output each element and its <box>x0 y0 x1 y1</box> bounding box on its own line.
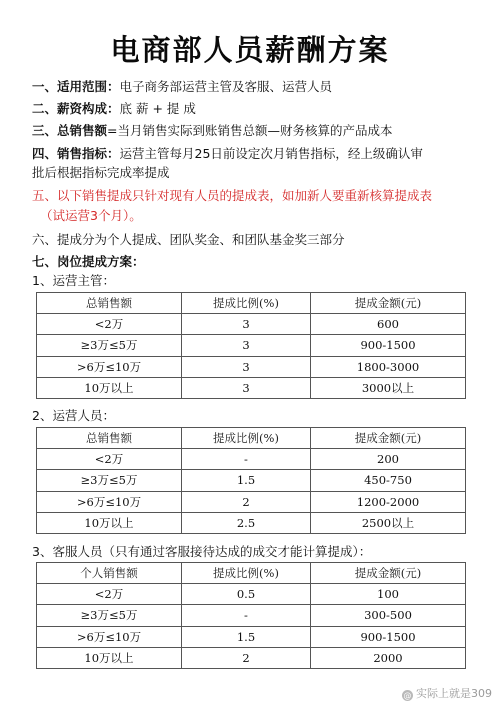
table-cell: >6万≤10万 <box>37 491 182 512</box>
table-cell: 100 <box>311 584 466 605</box>
table-cell: 2 <box>182 647 311 668</box>
table-cell: 300-500 <box>311 605 466 626</box>
section-4-cont: 批后根据指标完成率提成 <box>32 165 170 180</box>
table-cell: 2.5 <box>182 512 311 533</box>
table-cell: 2 <box>182 491 311 512</box>
table-cell: >6万≤10万 <box>37 356 182 377</box>
table-cell: 3 <box>182 314 311 335</box>
table-row <box>37 356 466 377</box>
section-2-label: 二、薪资构成： <box>32 101 120 116</box>
table-header-row <box>37 428 466 449</box>
table-cell: 450-750 <box>311 470 466 491</box>
table-row <box>37 314 466 335</box>
header-cell: 总销售额 <box>37 428 182 449</box>
table-row <box>37 626 466 647</box>
table-customer-service <box>36 562 466 669</box>
table-cell: 2000 <box>311 647 466 668</box>
watermark-text: 实际上就是309 <box>416 687 492 700</box>
table-header-row <box>37 293 466 314</box>
section-1-text: 电子商务部运营主管及客服、运营人员 <box>119 79 333 94</box>
section-3 <box>32 122 393 140</box>
table-row <box>37 512 466 533</box>
table-cell: 900-1500 <box>311 626 466 647</box>
table-cell: 3 <box>182 377 311 398</box>
page-title: 电商部人员薪酬方案 <box>110 33 390 67</box>
table3-caption: 3、客服人员（只有通过客服接待达成的成交才能计算提成）： <box>32 544 372 559</box>
section-7-label: 七、岗位提成方案： <box>32 254 145 269</box>
section-4-text: 运营主管每月25日前设定次月销售指标，经上级确认审 <box>119 146 423 161</box>
section-6: 六、提成分为个人提成、团队奖金、和团队基金奖三部分 <box>32 232 345 247</box>
table-cell: 600 <box>311 314 466 335</box>
table-cell: 1800-3000 <box>311 356 466 377</box>
section-4 <box>32 145 423 163</box>
table-operations-manager <box>36 292 466 399</box>
table-row <box>37 491 466 512</box>
table-cell: 10万以上 <box>37 377 182 398</box>
section-3-text: =当月销售实际到账销售总额—财务核算的产品成本 <box>107 123 393 138</box>
table-cell: - <box>182 605 311 626</box>
table1-caption: 1、运营主管： <box>32 273 115 288</box>
watermark <box>402 685 492 701</box>
table-cell: 1200-2000 <box>311 491 466 512</box>
table-cell: ≥3万≤5万 <box>37 605 182 626</box>
header-cell: 提成金额(元) <box>311 563 466 584</box>
table-row <box>37 647 466 668</box>
section-1 <box>32 78 332 96</box>
table-cell: ≥3万≤5万 <box>37 470 182 491</box>
table-row <box>37 449 466 470</box>
section-1-label: 一、适用范围： <box>32 79 120 94</box>
table-row <box>37 335 466 356</box>
section-7 <box>32 253 145 271</box>
table-cell: - <box>182 449 311 470</box>
table-cell: 1.5 <box>182 626 311 647</box>
table-row <box>37 605 466 626</box>
table-cell: ≥3万≤5万 <box>37 335 182 356</box>
table-cell: <2万 <box>37 314 182 335</box>
table2-caption: 2、运营人员： <box>32 408 115 423</box>
header-cell: 提成比例(%) <box>182 563 311 584</box>
section-4-label: 四、销售指标： <box>32 146 120 161</box>
header-cell: 提成金额(元) <box>311 428 466 449</box>
table-cell: <2万 <box>37 584 182 605</box>
section-5: 五、以下销售提成只针对现有人员的提成表，如加新人要重新核算提成表 <box>32 188 433 203</box>
header-cell: 提成金额(元) <box>311 293 466 314</box>
table-row <box>37 377 466 398</box>
table-cell: >6万≤10万 <box>37 626 182 647</box>
table-operations-staff <box>36 427 466 534</box>
table-cell: 1.5 <box>182 470 311 491</box>
table-cell: 3000以上 <box>311 377 466 398</box>
watermark-icon: @ <box>403 691 412 700</box>
table-cell: 2500以上 <box>311 512 466 533</box>
section-2 <box>32 100 196 118</box>
header-cell: 个人销售额 <box>37 563 182 584</box>
table-row <box>37 584 466 605</box>
table-header-row <box>37 563 466 584</box>
table-cell: 10万以上 <box>37 512 182 533</box>
table-cell: 10万以上 <box>37 647 182 668</box>
table-row <box>37 470 466 491</box>
table-cell: 0.5 <box>182 584 311 605</box>
section-5-cont: （试运营3个月）。 <box>40 208 142 223</box>
table-cell: 3 <box>182 335 311 356</box>
table-cell: <2万 <box>37 449 182 470</box>
header-cell: 总销售额 <box>37 293 182 314</box>
table-cell: 200 <box>311 449 466 470</box>
header-cell: 提成比例(%) <box>182 428 311 449</box>
table-cell: 900-1500 <box>311 335 466 356</box>
header-cell: 提成比例(%) <box>182 293 311 314</box>
section-2-text: 底 薪 + 提 成 <box>119 101 196 116</box>
table-cell: 3 <box>182 356 311 377</box>
section-3-label: 三、总销售额 <box>32 123 108 138</box>
